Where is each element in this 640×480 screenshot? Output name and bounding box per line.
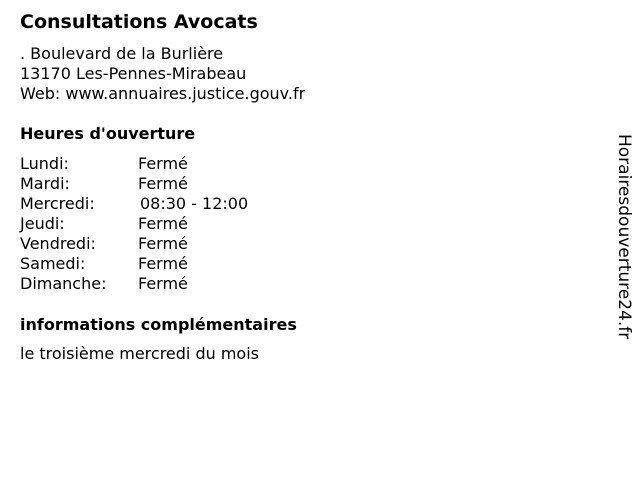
- day-label: Vendredi:: [20, 234, 96, 253]
- hours-value: Fermé: [138, 274, 188, 293]
- hours-value: Fermé: [138, 254, 188, 273]
- additional-info-heading: informations complémentaires: [20, 315, 297, 334]
- address-street: . Boulevard de la Burlière: [20, 44, 224, 63]
- day-label: Mardi:: [20, 174, 70, 193]
- hours-row-saturday: [20, 254, 320, 274]
- hours-value: Fermé: [138, 154, 188, 173]
- hours-row-monday: [20, 154, 320, 174]
- opening-hours-table: [20, 154, 320, 294]
- business-name: Consultations Avocats: [20, 11, 258, 33]
- hours-row-thursday: [20, 214, 320, 234]
- site-watermark: [612, 134, 636, 346]
- hours-value: Fermé: [138, 234, 188, 253]
- watermark-text: Horairesdouverture24.fr: [614, 134, 634, 340]
- hours-row-wednesday: [20, 194, 320, 214]
- address-block: [20, 44, 305, 104]
- day-label: Samedi:: [20, 254, 86, 273]
- day-label: Dimanche:: [20, 274, 107, 293]
- hours-value: Fermé: [138, 174, 188, 193]
- day-label: Jeudi:: [20, 214, 65, 233]
- hours-row-friday: [20, 234, 320, 254]
- hours-value: 08:30 - 12:00: [140, 194, 249, 213]
- address-city: 13170 Les-Pennes-Mirabeau: [20, 64, 247, 83]
- website-line: Web: www.annuaires.justice.gouv.fr: [20, 84, 306, 103]
- day-label: Lundi:: [20, 154, 69, 173]
- day-label: Mercredi:: [20, 194, 95, 213]
- hours-row-tuesday: [20, 174, 320, 194]
- additional-info-text: le troisième mercredi du mois: [20, 344, 259, 363]
- opening-hours-heading: Heures d'ouverture: [20, 124, 196, 143]
- hours-row-sunday: [20, 274, 320, 294]
- hours-value: Fermé: [138, 214, 188, 233]
